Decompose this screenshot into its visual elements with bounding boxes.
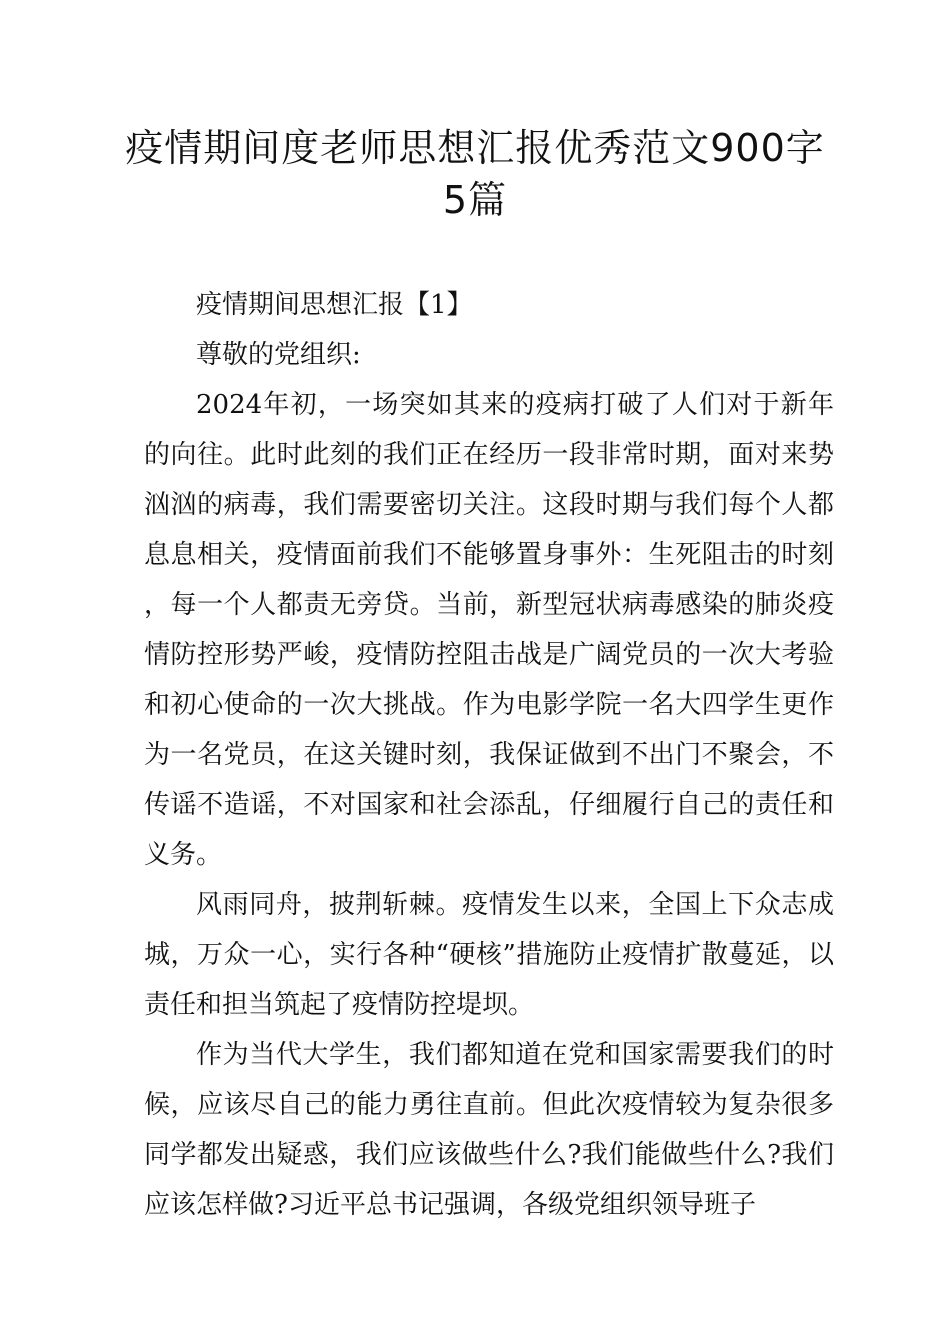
salutation: 尊敬的党组织:: [196, 340, 361, 370]
paragraph-3: 作为当代大学生，我们都知道在党和国家需要我们的时候，应该尽自己的能力勇往直前。但此次疫情较为复杂很多同学都发出疑惑，我们应该做些什么?我们能做些什么?我们应该怎样做?习近平总书记强调，各级党组织领导班子: [144, 1040, 834, 1220]
document-body: [144, 280, 834, 1230]
paragraph-2: 风雨同舟，披荆斩棘。疫情发生以来，全国上下众志成城，万众一心，实行各种“硬核”措施防止疫情扩散蔓延，以责任和担当筑起了疫情防控堤坝。: [144, 890, 834, 1020]
document-title: 疫情期间度老师思想汇报优秀范文900字5篇: [125, 126, 825, 222]
paragraph-1: 2024年初，一场突如其来的疫病打破了人们对于新年的向往。此时此刻的我们正在经历一段非常时期，面对来势汹汹的病毒，我们需要密切关注。这段时期与我们每个人都息息相关，疫情面前我们不能够置身事外：生死阻击的时刻，每一个人都责无旁贷。当前，新型冠状病毒感染的肺炎疫情防控形势严峻，疫情防控阻击战是广阔党员的一次大考验和初心使命的一次大挑战。作为电影学院一名大四学生更作为一名党员，在这关键时刻，我保证做到不出门不聚会，不传谣不造谣，不对国家和社会添乱，仔细履行自己的责任和义务。: [144, 390, 834, 870]
section-heading: 疫情期间思想汇报【1】: [196, 290, 473, 320]
